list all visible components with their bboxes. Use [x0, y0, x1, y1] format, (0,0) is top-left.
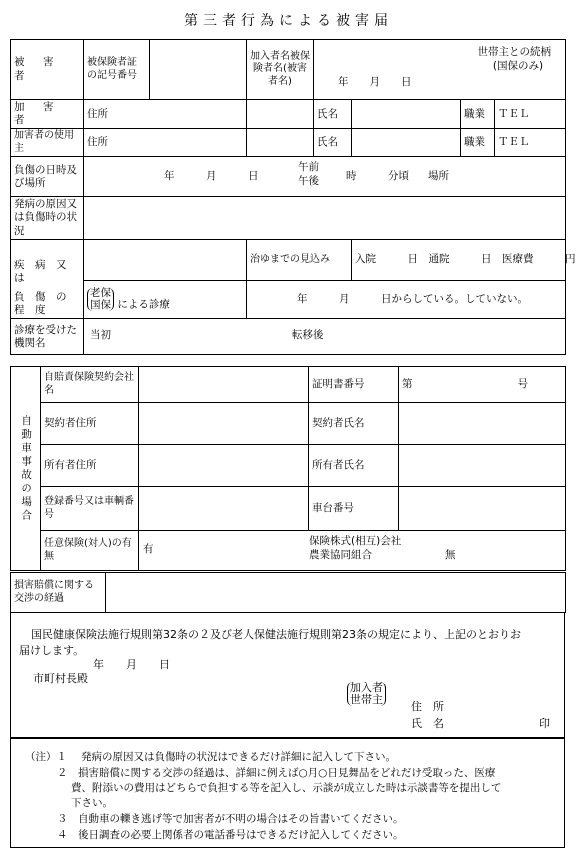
injury-datetime-field[interactable]: 年 月 日 午前 午後 時 分頃 場所	[84, 157, 566, 197]
damages-table	[10, 572, 566, 613]
form-title: 第三者行為による被害届	[184, 13, 393, 29]
employer-label: 加害者の使用主	[11, 129, 84, 157]
employer-job-label: 職業	[461, 129, 495, 157]
jibai-field[interactable]	[139, 367, 309, 403]
employer-address[interactable]: 住所	[84, 129, 247, 157]
note-3: ３ 自動車の轢き逃げ等で加害者が不明の場合はその旨書いてください。	[57, 813, 404, 825]
note-2b: 費、附添いの費用はどちらで負担する等を記入し、示談が成立した時は示談書等を提出して	[71, 782, 502, 794]
optional-ins-label: 任意保険(対人)の有無	[41, 531, 139, 571]
jibai-label: 自賠責保険契約会社名	[41, 367, 139, 403]
relation-label: 世帯主との続柄	[477, 46, 552, 58]
owner-name-label: 所有者氏名	[309, 445, 399, 487]
clinic-label: 診療を受けた機関名	[11, 319, 84, 355]
applicant-name[interactable]: 氏 名	[411, 717, 444, 730]
employer-tel[interactable]: ＴＥＬ	[495, 129, 566, 157]
declaration-text: 国民健康保険法施行規則第32条の２及び老人保健法施行規則第23条の規定により、上記のとおりお	[31, 628, 521, 641]
cure-estimate-field[interactable]: 入院 日 通院 日 医療費 円	[352, 239, 566, 281]
note-head: （注）１	[25, 751, 67, 763]
cert-label: 証明書番号	[309, 367, 399, 403]
cert-number-label: 被保険者証の記号番号	[84, 40, 150, 100]
owner-name-field[interactable]	[399, 445, 566, 487]
note-2c: 下さい。	[71, 797, 113, 809]
form-table	[10, 39, 576, 355]
declaration-date[interactable]: 年 月 日	[93, 658, 170, 671]
cert-number-field[interactable]	[150, 40, 247, 100]
body-field[interactable]	[399, 487, 566, 531]
contract-addr-field[interactable]	[139, 403, 309, 445]
note-4: ４ 後日調査の必要上関係者の電話番号はできるだけ記入してください。	[57, 829, 404, 841]
contract-addr-label: 契約者住所	[41, 403, 139, 445]
car-accident-table	[10, 366, 566, 571]
seal-mark: 印	[539, 717, 550, 730]
damages-field[interactable]	[106, 573, 566, 613]
mayor-address: 市町村長殿	[33, 672, 88, 685]
insured-name-label: 加入者名被保険者名(被害者名)	[247, 40, 314, 100]
victim-label: 被 害 者	[11, 40, 84, 100]
contract-name-field[interactable]	[399, 403, 566, 445]
employer-name-label: 氏名	[314, 129, 352, 157]
owner-addr-label: 所有者住所	[41, 445, 139, 487]
assailant-name-field[interactable]	[352, 100, 461, 129]
clinic-field[interactable]: 当初 転移後	[84, 319, 566, 355]
cure-estimate-label: 治ゆまでの見込み	[247, 239, 352, 281]
employer-name-field[interactable]	[352, 129, 461, 157]
optional-ins-field[interactable]: 有 保険株式(相互)会社 農業協同組合 無	[139, 531, 566, 571]
treatment-type[interactable]: 老保 国保 による診療	[84, 281, 247, 319]
note-2a: ２ 損害賠償に関する交渉の経過は、詳細に例えば○月○日見舞品をどれだけ受取った、医療	[57, 767, 496, 779]
insured-name-field[interactable]	[314, 40, 566, 100]
notes-box	[10, 738, 565, 848]
victim-date: 年 月 日	[338, 76, 412, 88]
applicant-type: 加入者 世帯主	[347, 682, 386, 706]
applicant-address[interactable]: 住 所	[411, 700, 444, 713]
reg-field[interactable]	[139, 487, 309, 531]
injury-datetime-label: 負傷の日時及び場所	[11, 157, 84, 197]
insurance-type: 老保 国保	[87, 288, 114, 311]
declaration-box: 国民健康保険法施行規則第32条の２及び老人保健法施行規則第23条の規定により、上記のとおりお 届けします。 年 月 日 市町村長殿 加入者 世帯主 住 所 氏 名 印	[10, 612, 565, 738]
body-label: 車台番号	[309, 487, 399, 531]
reg-label: 登録番号又は車輌番号	[41, 487, 139, 531]
assailant-tel[interactable]: ＴＥＬ	[495, 100, 566, 129]
cert-field[interactable]: 第 号	[399, 367, 566, 403]
damages-label: 損害賠償に関する交渉の経過	[11, 573, 106, 613]
assailant-address[interactable]: 住所	[84, 100, 247, 129]
relation-note: (国保のみ)	[492, 60, 544, 72]
assailant-label: 加 害 者	[11, 100, 84, 129]
treatment-since[interactable]: 年 月 日からしている。していない。	[247, 281, 566, 319]
contract-name-label: 契約者氏名	[309, 403, 399, 445]
assailant-job-label: 職業	[461, 100, 495, 129]
cause-label: 発病の原因又は負傷時の状況	[11, 197, 84, 239]
owner-addr-field[interactable]	[139, 445, 309, 487]
note-1: 発病の原因又は負傷時の状況はできるだけ詳細に記入して下さい。	[81, 751, 396, 763]
cause-field[interactable]	[84, 197, 566, 239]
illness-label: 疾 病 又 は 負 傷 の 程 度	[11, 239, 84, 319]
assailant-name-label: 氏名	[314, 100, 352, 129]
car-group-label: 自動車事故の場合	[11, 367, 41, 571]
